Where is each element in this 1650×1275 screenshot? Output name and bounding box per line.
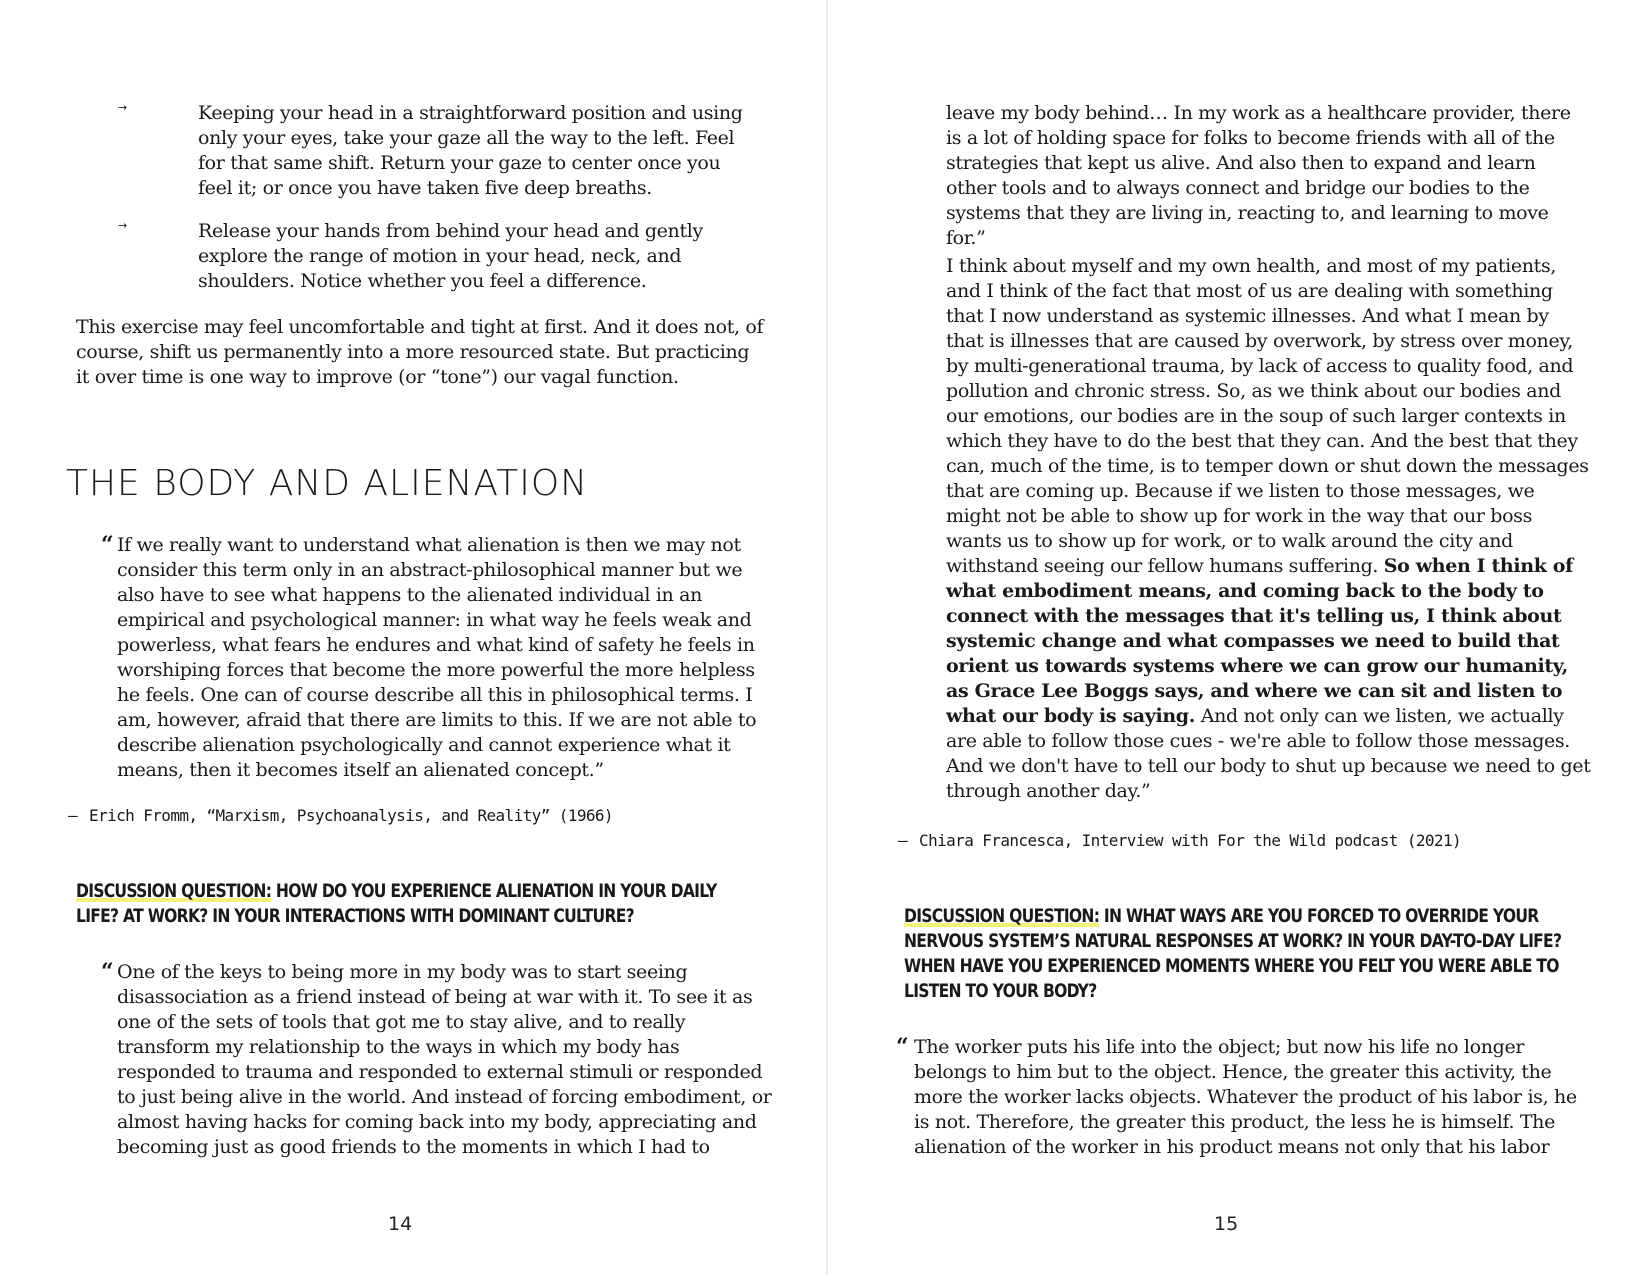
bullet-text: Keeping your head in a straightforward position and using only your eyes, take your gaze all the way to the left. Feel for that same shift. Return your gaze to center once you feel it; or once you have taken five deep breaths. <box>198 102 743 199</box>
section-heading: THE BODY AND ALIENATION <box>66 463 589 504</box>
page-number: 15 <box>1214 1213 1239 1235</box>
quote-mark: “ <box>101 959 114 985</box>
discussion-text: IN WHAT WAYS ARE YOU FORCED TO OVERRIDE YOUR NERVOUS SYSTEM’S NATURAL RESPONSES AT WORK? IN YOUR DAY-TO-DAY LIFE? WHEN HAVE YOU EXPERIENCED MOMENTS WHERE YOU FELT YOU WERE ABLE TO LISTEN TO YOUR BODY? <box>904 905 1562 1002</box>
discussion-text: HOW DO YOU EXPERIENCE ALIENATION IN YOUR DAILY LIFE? AT WORK? IN YOUR INTERACTIONS WITH DOMINANT CULTURE? <box>76 880 717 927</box>
attribution-dash: — <box>898 831 908 850</box>
attribution <box>898 831 1461 850</box>
continued-quote: leave my body behind… In my work as a healthcare provider, there is a lot of holding space for folks to become friends with all of the strategies that kept us alive. And also then to expand and learn other tools and to always connect and bridge our bodies to the systems that they are living in, reacting to, and learning to move for.” <box>946 102 1571 249</box>
quote-end-text: And not only can we listen, we actually are able to follow those cues - we're able to follow those messages. And we don't have to tell our body to shut up because we need to get through another day.” <box>946 705 1591 802</box>
quote-mark: “ <box>101 532 114 558</box>
quote-plain-text: I think about myself and my own health, and most of my patients, and I think of the fact that most of us are dealing with something that I now understand as systemic illnesses. And what I mean by that is illnesses that are caused by overwork, by stress over money, by multi-generational trauma, by lack of access to quality food, and pollution and chronic stress. So, as we think about our bodies and our emotions, our bodies are in the soup of such larger contexts in which they have to do the best that they can. And the best that they can, much of the time, is to temper down or shut down the messages that are coming up. Because if we listen to those messages, we might not be able to show up for work in the way that our boss wants us to show up for work, or to walk around the city and withstand seeing our fellow humans suffering. <box>946 255 1589 577</box>
attribution-text: Erich Fromm, “Marxism, Psychoanalysis, and Reality” (1966) <box>89 806 613 825</box>
arrow-icon: → <box>118 101 128 114</box>
attribution-text: Chiara Francesca, Interview with For the Wild podcast (2021) <box>919 831 1462 850</box>
attribution-dash: — <box>68 806 78 825</box>
blockquote: If we really want to understand what alienation is then we may not consider this term only in an abstract-philosophical manner but we also have to see what happens to the alienated individual in an empirical and psychological manner: in what way he feels weak and powerless, what fears he endures and what kind of safety he feels in worshiping forces that become the more powerful the more helpless he feels. One can of course describe all this in philosophical terms. I am, however, afraid that there are limits to this. If we are not able to describe alienation psychologically and cannot experience what it means, then it becomes itself an alienated concept.” <box>117 534 757 781</box>
discussion-label: DISCUSSION QUESTION: <box>904 905 1100 927</box>
discussion-question <box>904 904 1568 1004</box>
blockquote: One of the keys to being more in my body was to start seeing disassociation as a friend instead of being at war with it. To see it as one of the sets of tools that got me to stay alive, and to really transform my relationship to the ways in which my body has responded to trauma and responded to external stimuli or responded to just being alive in the world. And instead of forcing embodiment, or almost having hacks for coming back into my body, appreciating and becoming just as good friends to the moments in which I had to <box>117 961 772 1158</box>
right-page <box>828 0 1650 1275</box>
arrow-icon: → <box>118 219 128 232</box>
quote-paragraph <box>946 254 1591 804</box>
page-number: 14 <box>388 1213 413 1235</box>
quote-bold-text: So when I think of what embodiment means, and coming back to the body to connect with the messages that it's telling us, I think about systemic change and what compasses we need to build that orient us towards systems where we can grow our humanity, as Grace Lee Boggs says, and where we can sit and listen to what our body is saying. <box>946 555 1573 727</box>
discussion-question <box>76 879 740 929</box>
attribution <box>68 806 613 825</box>
bullet-text: Release your hands from behind your head and gently explore the range of motion in your head, neck, and shoulders. Notice whether you feel a difference. <box>198 220 703 292</box>
quote-mark: “ <box>896 1034 909 1060</box>
discussion-label: DISCUSSION QUESTION: <box>76 880 272 902</box>
blockquote: The worker puts his life into the object; but now his life no longer belongs to him but to the object. Hence, the greater this activity, the more the worker lacks objects. Whatever the product of his labor is, he is not. Therefore, the greater this product, the less he is himself. The alienation of the worker in his product means not only that his labor <box>914 1036 1577 1158</box>
body-paragraph: This exercise may feel uncomfortable and tight at first. And it does not, of course, shift us permanently into a more resourced state. But practicing it over time is one way to improve (or “tone”) our vagal function. <box>76 316 764 388</box>
